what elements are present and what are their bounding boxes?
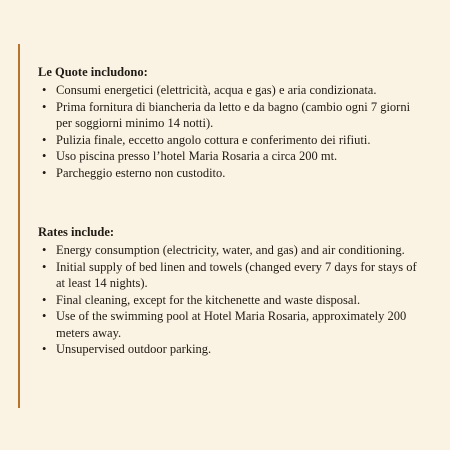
italian-item-parking: • Parcheggio esterno non custodito. <box>38 165 418 182</box>
italian-list <box>38 82 418 181</box>
italian-item-pool: • Uso piscina presso l’hotel Maria Rosaria a circa 200 mt. <box>38 148 418 165</box>
english-item-parking: • Unsupervised outdoor parking. <box>38 341 418 358</box>
english-item-linen: • Initial supply of bed linen and towels (changed every 7 days for stays of at least 14 nights). <box>38 259 418 292</box>
italian-heading: Le Quote includono: <box>38 65 148 79</box>
italian-section <box>38 64 418 181</box>
english-heading: Rates include: <box>38 225 115 239</box>
rates-card <box>18 44 418 408</box>
italian-item-linen: • Prima fornitura di biancheria da letto e da bagno (cambio ogni 7 giorni per soggiorni minimo 14 notti). <box>38 99 418 132</box>
italian-item-cleaning: • Pulizia finale, eccetto angolo cottura e conferimento dei rifiuti. <box>38 132 418 149</box>
english-item-cleaning: • Final cleaning, except for the kitchenette and waste disposal. <box>38 292 418 309</box>
italian-item-energy: • Consumi energetici (elettricità, acqua e gas) e aria condizionata. <box>38 82 418 99</box>
english-item-energy: • Energy consumption (electricity, water, and gas) and air conditioning. <box>38 242 418 259</box>
english-item-pool: • Use of the swimming pool at Hotel Maria Rosaria, approximately 200 meters away. <box>38 308 418 341</box>
english-list <box>38 242 418 358</box>
english-section <box>38 224 418 358</box>
